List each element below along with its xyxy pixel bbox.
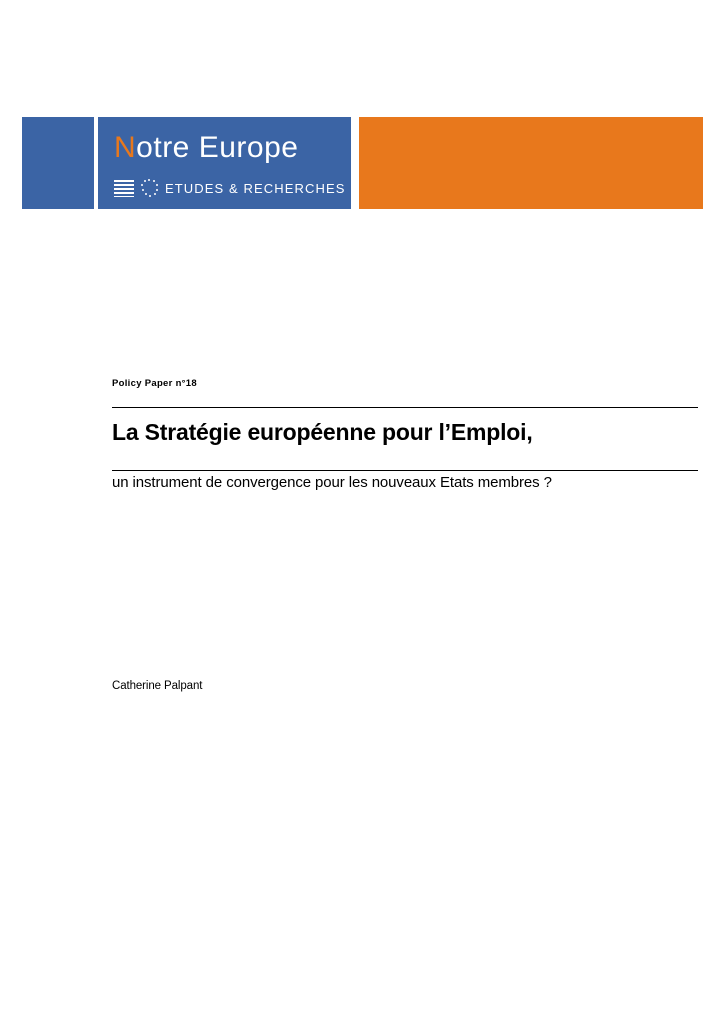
page-title: La Stratégie européenne pour l’Emploi, bbox=[112, 419, 533, 445]
logo-initial: N bbox=[114, 131, 137, 164]
cover-text-block bbox=[112, 378, 592, 692]
eu-stars-icon bbox=[140, 179, 158, 197]
header-banner bbox=[22, 117, 703, 209]
author-name: Catherine Palpant bbox=[112, 680, 203, 692]
notre-europe-logo bbox=[98, 117, 351, 209]
logo-wordmark bbox=[114, 131, 298, 165]
divider-top bbox=[112, 407, 698, 408]
series-label: Policy Paper n°18 bbox=[112, 378, 197, 389]
document-lines-icon bbox=[114, 180, 134, 197]
page-subtitle: un instrument de convergence pour les nouveaux Etats membres ? bbox=[112, 473, 552, 491]
banner-orange-block bbox=[359, 117, 703, 209]
divider-bottom bbox=[112, 470, 698, 471]
banner-blue-block bbox=[22, 117, 94, 209]
logo-wordmark-rest: otre Europe bbox=[136, 131, 299, 164]
logo-subtitle-row bbox=[114, 177, 346, 199]
logo-subtitle: ETUDES & RECHERCHES bbox=[165, 180, 346, 196]
